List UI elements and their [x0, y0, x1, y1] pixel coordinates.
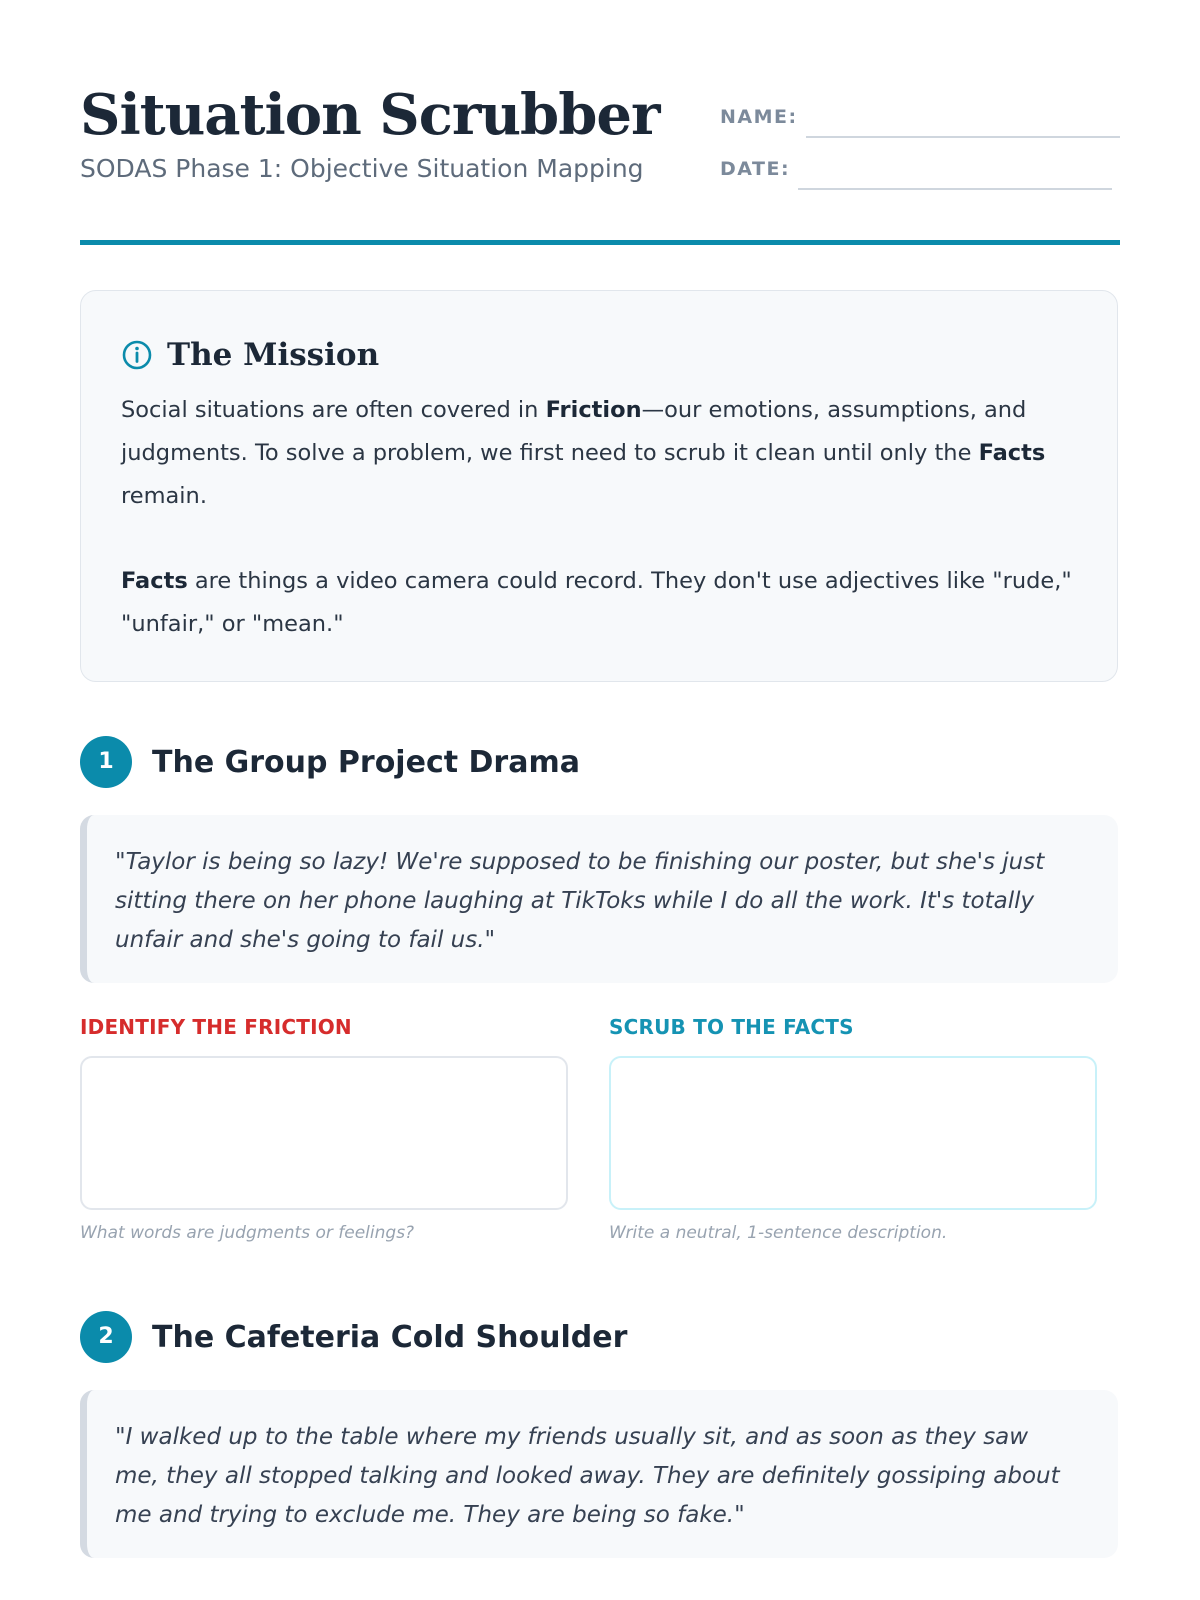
facts-label: SCRUB TO THE FACTS — [609, 1015, 854, 1039]
mission-text — [121, 389, 1081, 646]
friction-label: IDENTIFY THE FRICTION — [80, 1015, 352, 1039]
page-subtitle: SODAS Phase 1: Objective Situation Mapping — [80, 154, 644, 183]
date-field[interactable] — [798, 188, 1112, 190]
name-row — [720, 98, 1120, 138]
scenario-title: The Cafeteria Cold Shoulder — [152, 1320, 628, 1355]
worksheet-header — [80, 70, 1120, 245]
mission-title: The Mission — [167, 337, 380, 373]
scenario-1-quote: "Taylor is being so lazy! We're supposed to be finishing our poster, but she's just sitting there on her phone laughing at TikToks while I do all the work. It's totally unfair and she's going to fail us." — [80, 815, 1118, 983]
mission-text-run: Social situations are often covered in — [121, 397, 546, 423]
scenario-number-badge: 1 — [80, 736, 132, 788]
scenario-1-heading — [80, 736, 1120, 790]
info-icon — [121, 339, 153, 371]
scenario-number-badge: 2 — [80, 1311, 132, 1363]
friction-term: Friction — [545, 397, 642, 423]
facts-hint: Write a neutral, 1-sentence description. — [609, 1223, 948, 1243]
mission-panel — [80, 290, 1118, 682]
scenario-title: The Group Project Drama — [152, 745, 580, 780]
name-label: NAME: — [720, 106, 798, 128]
page-title: Situation Scrubber — [80, 82, 660, 148]
mission-text-run: remain. — [121, 483, 207, 509]
facts-term: Facts — [978, 440, 1046, 466]
friction-hint: What words are judgments or feelings? — [80, 1223, 415, 1243]
facts-term: Facts — [121, 568, 188, 594]
scenario-2-heading — [80, 1311, 1120, 1365]
mission-text-run: are things a video camera could record. They don't use adjectives like "rude," "unfair," or "mean." — [121, 568, 1072, 637]
mission-paragraph-1 — [121, 389, 1081, 518]
friction-answer-box[interactable] — [80, 1056, 568, 1210]
date-row — [720, 150, 1112, 190]
mission-text-run: —our emotions, assumptions, and judgments. To solve a problem, we first need to scrub it clean until only the — [121, 397, 1027, 466]
date-label: DATE: — [720, 158, 791, 180]
facts-answer-box[interactable] — [609, 1056, 1097, 1210]
mission-paragraph-2 — [121, 560, 1081, 646]
scenario-2-quote: "I walked up to the table where my friends usually sit, and as soon as they saw me, they all stopped talking and looked away. They are definitely gossiping about me and trying to exclude me. They are being so fake." — [80, 1390, 1118, 1558]
name-field[interactable] — [806, 136, 1120, 138]
